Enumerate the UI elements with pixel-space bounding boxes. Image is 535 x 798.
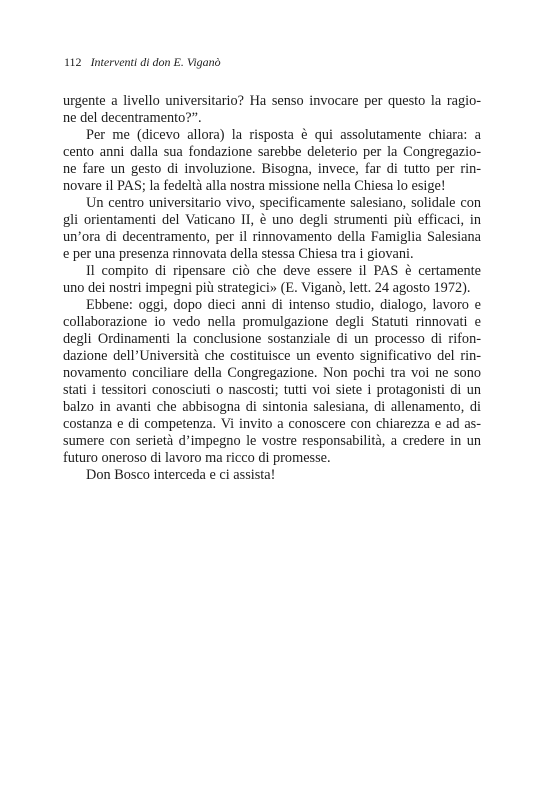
text-line: urgente a livello universitario? Ha senso invocare per questo la ragio-: [63, 93, 481, 109]
text-line: e per una presenza rinnovata della stessa Chiesa tra i giovani.: [63, 246, 414, 262]
text-line: ne fare un gesto di involuzione. Bisogna, invece, far di tutto per rin-: [63, 161, 481, 177]
text-line: Don Bosco interceda e ci assista!: [86, 467, 276, 483]
text-line: ne del decentramento?”.: [63, 110, 202, 126]
text-line: Ebbene: oggi, dopo dieci anni di intenso studio, dialogo, lavoro e: [86, 297, 481, 313]
text-line: collaborazione io vedo nella promulgazione degli Statuti rinnovati e: [63, 314, 481, 330]
text-line: un’ora di decentramento, per il rinnovamento della Famiglia Salesiana: [63, 229, 481, 245]
text-line: gli orientamenti del Vaticano II, è uno degli strumenti più efficaci, in: [63, 212, 481, 228]
page-number: 112: [64, 55, 82, 69]
running-header: [64, 55, 221, 69]
text-line: costanza e di competenza. Vi invito a conoscere con chiarezza e ad as-: [63, 416, 481, 432]
body-text: [63, 93, 481, 484]
text-line: novare il PAS; la fedeltà alla nostra missione nella Chiesa lo esige!: [63, 178, 446, 194]
text-line: novamento conciliare della Congregazione. Non pochi tra voi ne sono: [63, 365, 481, 381]
text-line: uno dei nostri impegni più strategici» (E. Viganò, lett. 24 agosto 1972).: [63, 280, 471, 296]
text-line: Il compito di ripensare ciò che deve essere il PAS è certamente: [86, 263, 481, 279]
text-line: futuro oneroso di lavoro ma ricco di promesse.: [63, 450, 331, 466]
text-line: cento anni dalla sua fondazione sarebbe deleterio per la Congregazio-: [63, 144, 481, 160]
text-line: balzo in avanti che abbisogna di sintonia salesiana, di allenamento, di: [63, 399, 481, 415]
text-line: Per me (dicevo allora) la risposta è qui assolutamente chiara: a: [86, 127, 481, 143]
running-title: Interventi di don E. Viganò: [90, 55, 221, 69]
text-line: sumere con serietà d’impegno le vostre responsabilità, a credere in un: [63, 433, 481, 449]
text-line: Un centro universitario vivo, specificamente salesiano, solidale con: [86, 195, 481, 211]
text-line: dazione dell’Università che costituisce un evento significativo del rin-: [63, 348, 481, 364]
text-line: degli Ordinamenti la conclusione sostanziale di un processo di rifon-: [63, 331, 481, 347]
text-line: stati i tessitori conosciuti o nascosti; tutti voi siete i protagonisti di un: [63, 382, 481, 398]
